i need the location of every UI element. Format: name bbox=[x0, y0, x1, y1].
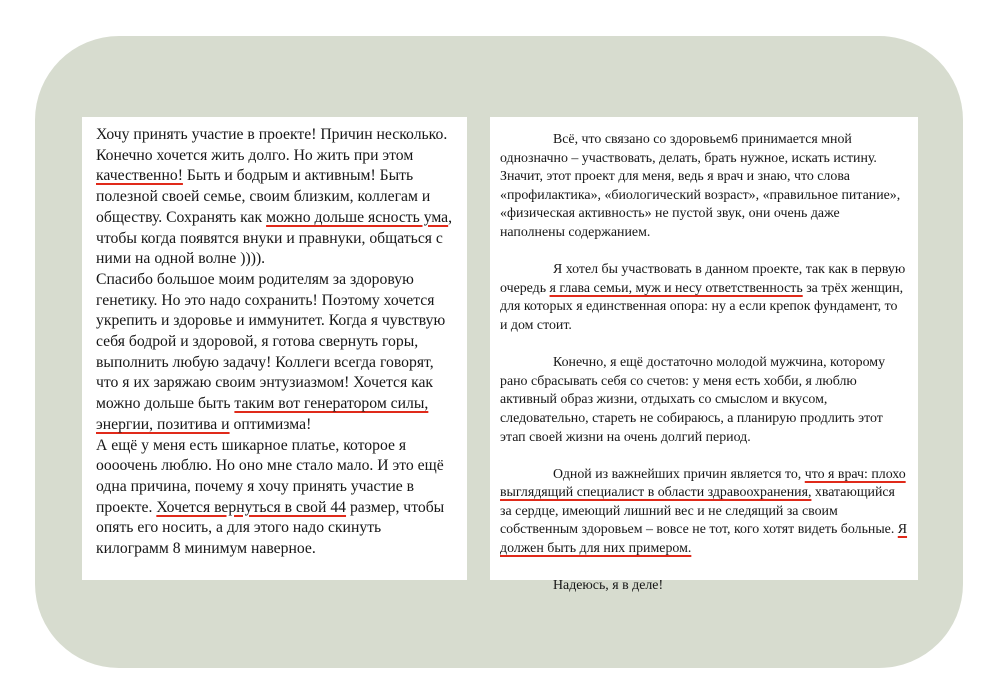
underlined-phrase: что я врач: плохо выглядящий специалист в области здравоохранения, bbox=[500, 466, 906, 501]
text-segment: Конечно, я ещё достаточно молодой мужчина, которому рано сбрасывать себя со счетов: у меня есть хобби, я люблю активный образ жизни, отдыхать со смыслом и вкусом, следовательно, стареть не собираюсь, а планирую продлить этот этап своей жизни на очень долгий период. bbox=[500, 355, 886, 445]
underlined-phrase: Хочется вернуться в свой 44 bbox=[156, 498, 347, 516]
right-testimonial-card bbox=[490, 117, 918, 594]
left-paragraph-2 bbox=[96, 270, 455, 436]
text-segment: Быть и бодрым и активным! Быть полезной своей семье, своим близким, коллегам и обществу. Сохранять как bbox=[96, 167, 431, 226]
left-paragraph-3 bbox=[96, 436, 455, 560]
left-paragraph-1 bbox=[96, 125, 455, 270]
right-paragraph-3 bbox=[500, 354, 908, 447]
text-segment: Всё, что связано со здоровьем6 принимается мной однозначно – участвовать, делать, брать нужное, искать истину. Значит, этот проект для меня, ведь я врач и знаю, что слова «профилактика», «биологический возраст», «правильное питание», «физическая активность» не пустой звук, они очень даже наполнены содержанием. bbox=[500, 132, 901, 240]
text-segment: размер, чтобы опять его носить, а для этого надо скинуть килограмм 8 минимум наверное. bbox=[96, 498, 445, 558]
text-segment: Надеюсь, я в деле! bbox=[553, 578, 664, 594]
underlined-phrase: можно дольше ясность ума bbox=[266, 208, 449, 226]
left-testimonial-card bbox=[82, 117, 467, 580]
underlined-phrase: Я должен быть для них примером. bbox=[500, 522, 908, 557]
text-segment: Хочу принять участие в проекте! Причин несколько. Конечно хочется жить долго. Но жить при этом bbox=[96, 126, 448, 164]
underlined-phrase: таким вот генератором силы, энергии, позитива и bbox=[96, 395, 429, 433]
text-segment: Я хотел бы участвовать в данном проекте, так как в первую очередь bbox=[500, 262, 906, 296]
text-segment: оптимизма! bbox=[229, 415, 312, 433]
underlined-phrase: я глава семьи, муж и несу ответственность bbox=[549, 280, 803, 296]
text-segment: А ещё у меня есть шикарное платье, которое я оооочень люблю. Но оно мне стало мало. И это ещё одна причина, почему я хочу принять участие в проекте. bbox=[96, 436, 444, 516]
underlined-phrase: качественно! bbox=[96, 167, 183, 185]
text-segment: Спасибо большое моим родителям за здоровую генетику. Но это надо сохранить! Поэтому хочется укрепить и здоровье и иммунитет. Когда я чувствую себя бодрой и здоровой, я готова свернуть горы, выполнить любую задачу! Коллеги всегда говорят, что я их заряжаю своим энтузиазмом! Хочется как можно дольше быть bbox=[96, 270, 446, 413]
text-segment: хватающийся за сердце, имеющий лишний вес и не следящий за своим собственным здоровьем – вовсе не тот, кого хотят видеть больные. bbox=[500, 485, 898, 538]
right-paragraph-4 bbox=[500, 466, 908, 559]
right-paragraph-1 bbox=[500, 131, 908, 243]
right-paragraph-5 bbox=[500, 577, 908, 596]
text-segment: за трёх женщин, для которых я единственная опора: ну а если крепок фундамент, то и дом стоит. bbox=[500, 280, 904, 333]
right-paragraph-2 bbox=[500, 261, 908, 335]
text-segment: Одной из важнейших причин является то, bbox=[553, 466, 805, 482]
text-segment: , чтобы когда появятся внуки и правнуки, общаться с ними на одной волне )))). bbox=[96, 208, 453, 268]
